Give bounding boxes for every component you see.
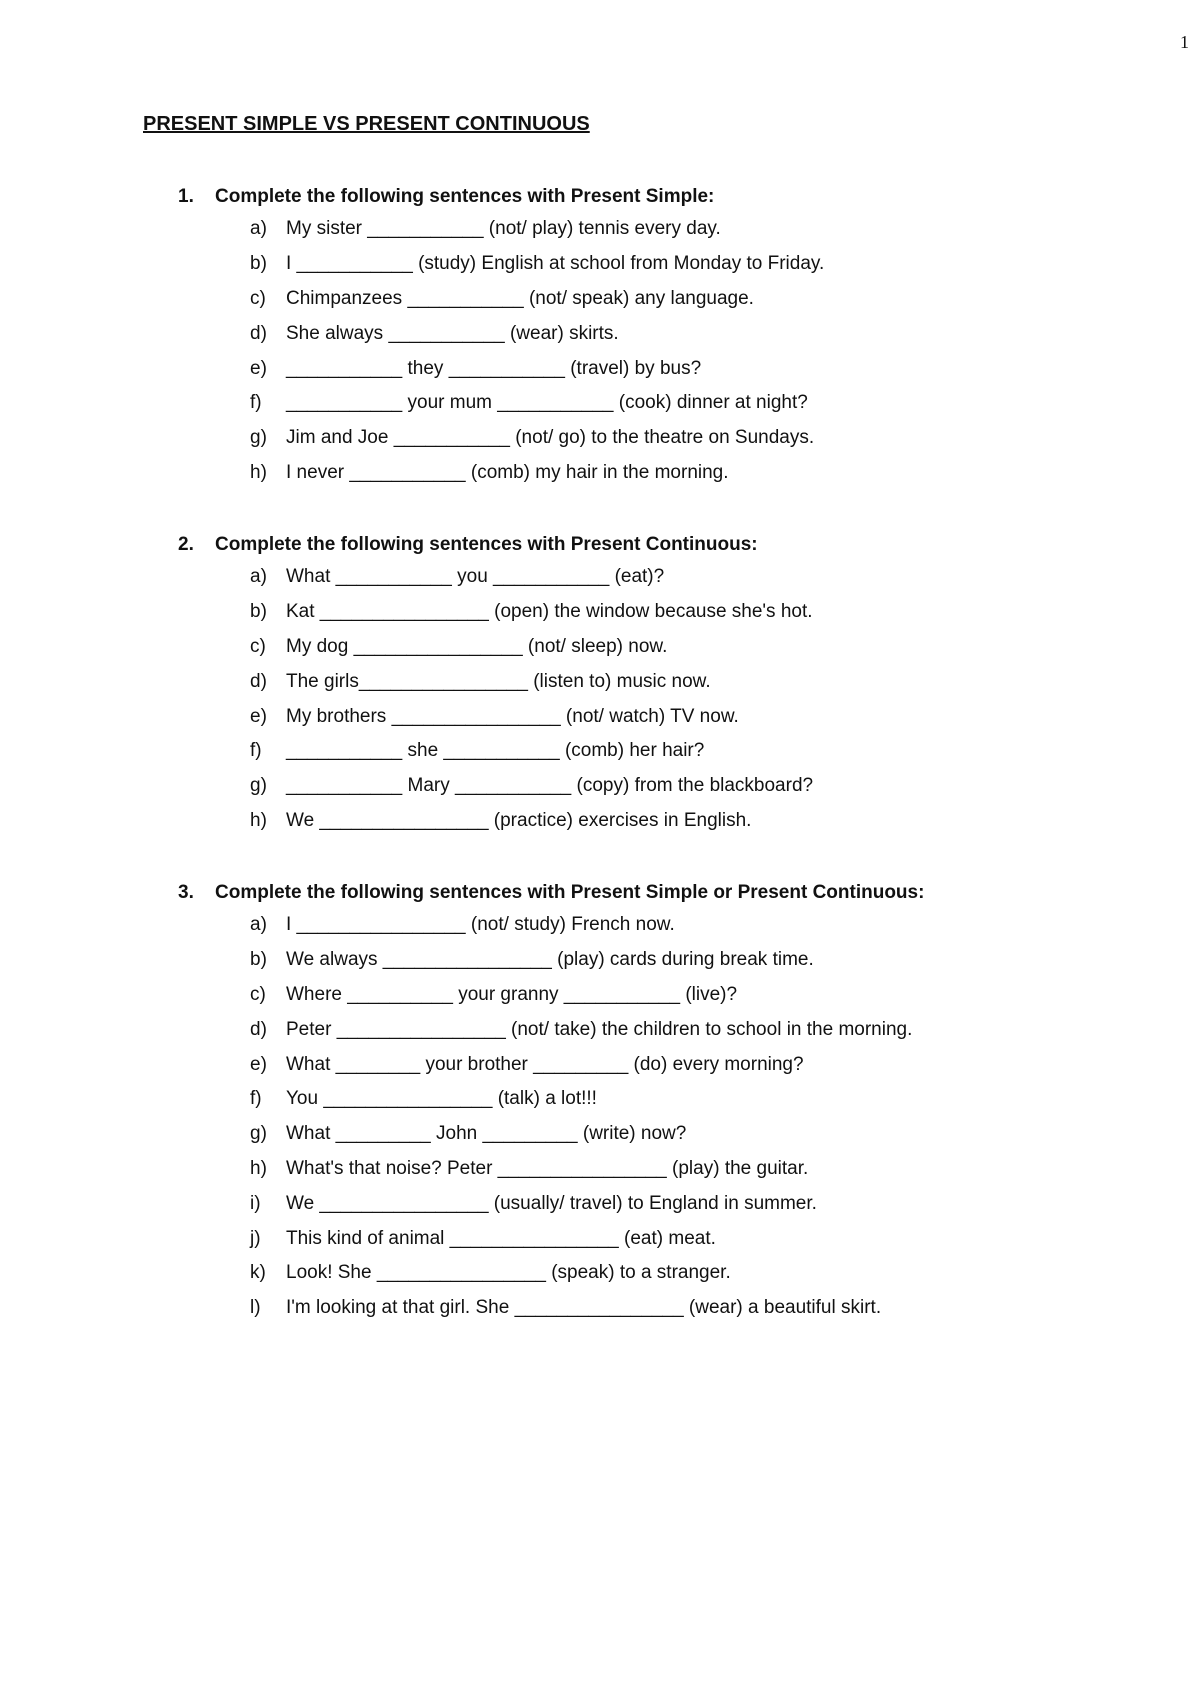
- item-sentence: I never ___________ (comb) my hair in the morning.: [286, 461, 729, 483]
- item-sentence: What _________ John _________ (write) now?: [286, 1123, 687, 1145]
- list-item: [0, 247, 1200, 282]
- list-item: [0, 351, 1200, 386]
- exercise-heading: [0, 878, 1200, 908]
- exercise-number: 2.: [178, 534, 194, 555]
- list-item: [0, 421, 1200, 456]
- page-title: PRESENT SIMPLE VS PRESENT CONTINUOUS: [143, 113, 590, 135]
- item-sentence: This kind of animal ________________ (eat) meat.: [286, 1227, 716, 1249]
- item-sentence: ___________ they ___________ (travel) by bus?: [286, 357, 702, 379]
- list-item: [0, 943, 1200, 978]
- item-letter: b): [250, 949, 267, 971]
- item-letter: c): [250, 635, 266, 657]
- exercise-list: [0, 560, 1200, 838]
- item-sentence: ___________ she ___________ (comb) her hair?: [286, 740, 705, 762]
- exercise-list: [0, 908, 1200, 1326]
- list-item: [0, 699, 1200, 734]
- exercise-section-1: [0, 182, 1200, 490]
- list-item: [0, 664, 1200, 699]
- item-sentence: Look! She ________________ (speak) to a stranger.: [286, 1262, 731, 1284]
- item-sentence: Where __________ your granny ___________ (live)?: [286, 983, 738, 1005]
- item-sentence: I ___________ (study) English at school from Monday to Friday.: [286, 253, 825, 275]
- item-letter: d): [250, 1018, 267, 1040]
- item-letter: j): [250, 1227, 261, 1249]
- list-item: [0, 804, 1200, 839]
- list-item: [0, 456, 1200, 491]
- item-letter: c): [250, 287, 266, 309]
- item-letter: d): [250, 670, 267, 692]
- item-letter: l): [250, 1297, 261, 1319]
- exercise-number: 3.: [178, 882, 194, 903]
- item-letter: h): [250, 809, 267, 831]
- exercise-instruction: Complete the following sentences with Present Simple or Present Continuous:: [215, 882, 925, 903]
- item-letter: g): [250, 1123, 267, 1145]
- item-sentence: We ________________ (usually/ travel) to England in summer.: [286, 1192, 817, 1214]
- item-sentence: ___________ Mary ___________ (copy) from the blackboard?: [286, 775, 814, 797]
- item-letter: a): [250, 218, 267, 240]
- item-letter: b): [250, 253, 267, 275]
- item-sentence: ___________ your mum ___________ (cook) dinner at night?: [286, 392, 808, 414]
- item-sentence: Jim and Joe ___________ (not/ go) to the theatre on Sundays.: [286, 427, 815, 449]
- item-sentence: I'm looking at that girl. She ________________ (wear) a beautiful skirt.: [286, 1297, 882, 1319]
- item-letter: g): [250, 775, 267, 797]
- list-item: [0, 1186, 1200, 1221]
- item-sentence: My brothers ________________ (not/ watch) TV now.: [286, 705, 739, 727]
- item-sentence: We always ________________ (play) cards during break time.: [286, 949, 814, 971]
- item-sentence: What's that noise? Peter ________________ (play) the guitar.: [286, 1157, 809, 1179]
- list-item: [0, 1291, 1200, 1326]
- list-item: [0, 595, 1200, 630]
- list-item: [0, 212, 1200, 247]
- list-item: [0, 1256, 1200, 1291]
- list-item: [0, 386, 1200, 421]
- item-letter: f): [250, 740, 262, 762]
- list-item: [0, 769, 1200, 804]
- item-letter: e): [250, 705, 267, 727]
- item-letter: b): [250, 601, 267, 623]
- list-item: [0, 1082, 1200, 1117]
- list-item: [0, 1047, 1200, 1082]
- item-sentence: She always ___________ (wear) skirts.: [286, 322, 619, 344]
- exercise-list: [0, 212, 1200, 490]
- item-letter: a): [250, 566, 267, 588]
- list-item: [0, 1152, 1200, 1187]
- item-letter: h): [250, 1157, 267, 1179]
- list-item: [0, 1117, 1200, 1152]
- exercise-section-3: [0, 878, 1200, 1326]
- exercise-section-2: [0, 530, 1200, 838]
- exercise-instruction: Complete the following sentences with Present Continuous:: [215, 534, 758, 555]
- list-item: [0, 316, 1200, 351]
- item-sentence: Peter ________________ (not/ take) the children to school in the morning.: [286, 1018, 913, 1040]
- exercise-number: 1.: [178, 186, 194, 207]
- exercise-instruction: Complete the following sentences with Present Simple:: [215, 186, 715, 207]
- list-item: [0, 630, 1200, 665]
- page-number: 1: [1180, 32, 1189, 52]
- item-letter: i): [250, 1192, 261, 1214]
- item-letter: e): [250, 357, 267, 379]
- item-sentence: My sister ___________ (not/ play) tennis every day.: [286, 218, 721, 240]
- list-item: [0, 1221, 1200, 1256]
- item-sentence: The girls________________ (listen to) music now.: [286, 670, 711, 692]
- item-letter: f): [250, 392, 262, 414]
- item-sentence: Kat ________________ (open) the window because she's hot.: [286, 601, 813, 623]
- item-sentence: Chimpanzees ___________ (not/ speak) any language.: [286, 287, 754, 309]
- item-sentence: I ________________ (not/ study) French now.: [286, 914, 675, 936]
- list-item: [0, 908, 1200, 943]
- item-letter: h): [250, 461, 267, 483]
- item-sentence: What ________ your brother _________ (do) every morning?: [286, 1053, 804, 1075]
- item-letter: g): [250, 427, 267, 449]
- item-letter: a): [250, 914, 267, 936]
- item-letter: d): [250, 322, 267, 344]
- list-item: [0, 978, 1200, 1013]
- item-sentence: You ________________ (talk) a lot!!!: [286, 1088, 597, 1110]
- list-item: [0, 734, 1200, 769]
- item-letter: f): [250, 1088, 262, 1110]
- list-item: [0, 560, 1200, 595]
- item-letter: c): [250, 983, 266, 1005]
- item-sentence: What ___________ you ___________ (eat)?: [286, 566, 665, 588]
- item-sentence: We ________________ (practice) exercises in English.: [286, 809, 752, 831]
- list-item: [0, 1012, 1200, 1047]
- item-sentence: My dog ________________ (not/ sleep) now.: [286, 635, 668, 657]
- exercise-heading: [0, 530, 1200, 560]
- list-item: [0, 282, 1200, 317]
- item-letter: e): [250, 1053, 267, 1075]
- item-letter: k): [250, 1262, 266, 1284]
- exercise-heading: [0, 182, 1200, 212]
